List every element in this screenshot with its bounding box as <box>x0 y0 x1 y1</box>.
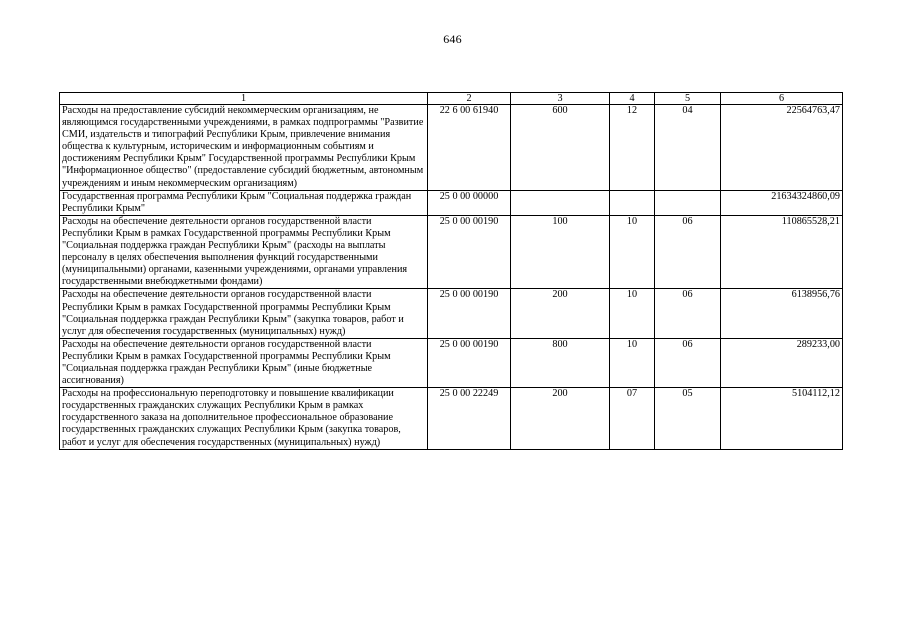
column-header-6: 6 <box>721 93 843 105</box>
column-header-4: 4 <box>610 93 655 105</box>
row-col3: 200 <box>511 289 610 338</box>
row-target-code: 25 0 00 00190 <box>428 289 511 338</box>
table-row <box>60 190 843 215</box>
row-col3 <box>511 190 610 215</box>
row-description: Расходы на обеспечение деятельности органов государственной власти Республики Крым в рамках Государственной программы Республики Крым "Социальная поддержка граждан Республики Крым" (расходы на выплаты персоналу в целях обеспечения выполнения функций государственными (муниципальными) органами, казенными учреждениями, органами управления государственными внебюджетными фондами) <box>60 215 428 289</box>
row-description: Государственная программа Республики Крым "Социальная поддержка граждан Республики Крым" <box>60 190 428 215</box>
row-target-code: 25 0 00 00190 <box>428 215 511 289</box>
row-col5: 06 <box>655 338 721 387</box>
row-col5: 04 <box>655 105 721 191</box>
column-header-2: 2 <box>428 93 511 105</box>
row-col5: 06 <box>655 289 721 338</box>
row-description: Расходы на обеспечение деятельности органов государственной власти Республики Крым в рамках Государственной программы Республики Крым "Социальная поддержка граждан Республики Крым" (закупка товаров, работ и услуг для обеспечения государственных (муниципальных) нужд) <box>60 289 428 338</box>
column-header-1: 1 <box>60 93 428 105</box>
row-target-code: 25 0 00 00190 <box>428 338 511 387</box>
row-col4: 10 <box>610 215 655 289</box>
row-col5 <box>655 190 721 215</box>
row-col4: 10 <box>610 289 655 338</box>
column-header-5: 5 <box>655 93 721 105</box>
budget-table <box>59 92 843 450</box>
column-header-3: 3 <box>511 93 610 105</box>
page-number: 646 <box>443 32 462 46</box>
row-target-code: 25 0 00 00000 <box>428 190 511 215</box>
row-col3: 100 <box>511 215 610 289</box>
table-row <box>60 338 843 387</box>
row-target-code: 22 6 00 61940 <box>428 105 511 191</box>
row-col5: 06 <box>655 215 721 289</box>
row-amount: 5104112,12 <box>721 388 843 449</box>
row-col4: 07 <box>610 388 655 449</box>
header-row <box>60 93 843 105</box>
row-description: Расходы на профессиональную переподготовку и повышение квалификации государственных гражданских служащих Республики Крым в рамках государственного заказа на дополнительное профессиональное образование государственных гражданских служащих Республики Крым (закупка товаров, работ и услуг для обеспечения государственных (муниципальных) нужд) <box>60 388 428 449</box>
table-row <box>60 289 843 338</box>
table-header <box>60 93 843 105</box>
row-amount: 289233,00 <box>721 338 843 387</box>
row-amount: 21634324860,09 <box>721 190 843 215</box>
row-col4: 12 <box>610 105 655 191</box>
row-target-code: 25 0 00 22249 <box>428 388 511 449</box>
row-description: Расходы на предоставление субсидий некоммерческим организациям, не являющимся государственными учреждениями, в рамках подпрограммы "Развитие СМИ, издательств и типографий Республики Крым, привлечение внимания общества к культурным, историческим и информационным событиям и достижениям Республики Крым" Государственной программы Республики Крым "Информационное общество" (предоставление субсидий бюджетным, автономным учреждениям и иным некоммерческим организациям) <box>60 105 428 191</box>
row-amount: 6138956,76 <box>721 289 843 338</box>
row-col3: 600 <box>511 105 610 191</box>
row-col4: 10 <box>610 338 655 387</box>
row-col4 <box>610 190 655 215</box>
row-amount: 22564763,47 <box>721 105 843 191</box>
table-row <box>60 105 843 191</box>
table-row <box>60 215 843 289</box>
table-body <box>60 105 843 450</box>
row-col5: 05 <box>655 388 721 449</box>
row-col3: 200 <box>511 388 610 449</box>
row-col3: 800 <box>511 338 610 387</box>
row-amount: 110865528,21 <box>721 215 843 289</box>
row-description: Расходы на обеспечение деятельности органов государственной власти Республики Крым в рамках Государственной программы Республики Крым "Социальная поддержка граждан Республики Крым" (иные бюджетные ассигнования) <box>60 338 428 387</box>
table-row <box>60 388 843 449</box>
